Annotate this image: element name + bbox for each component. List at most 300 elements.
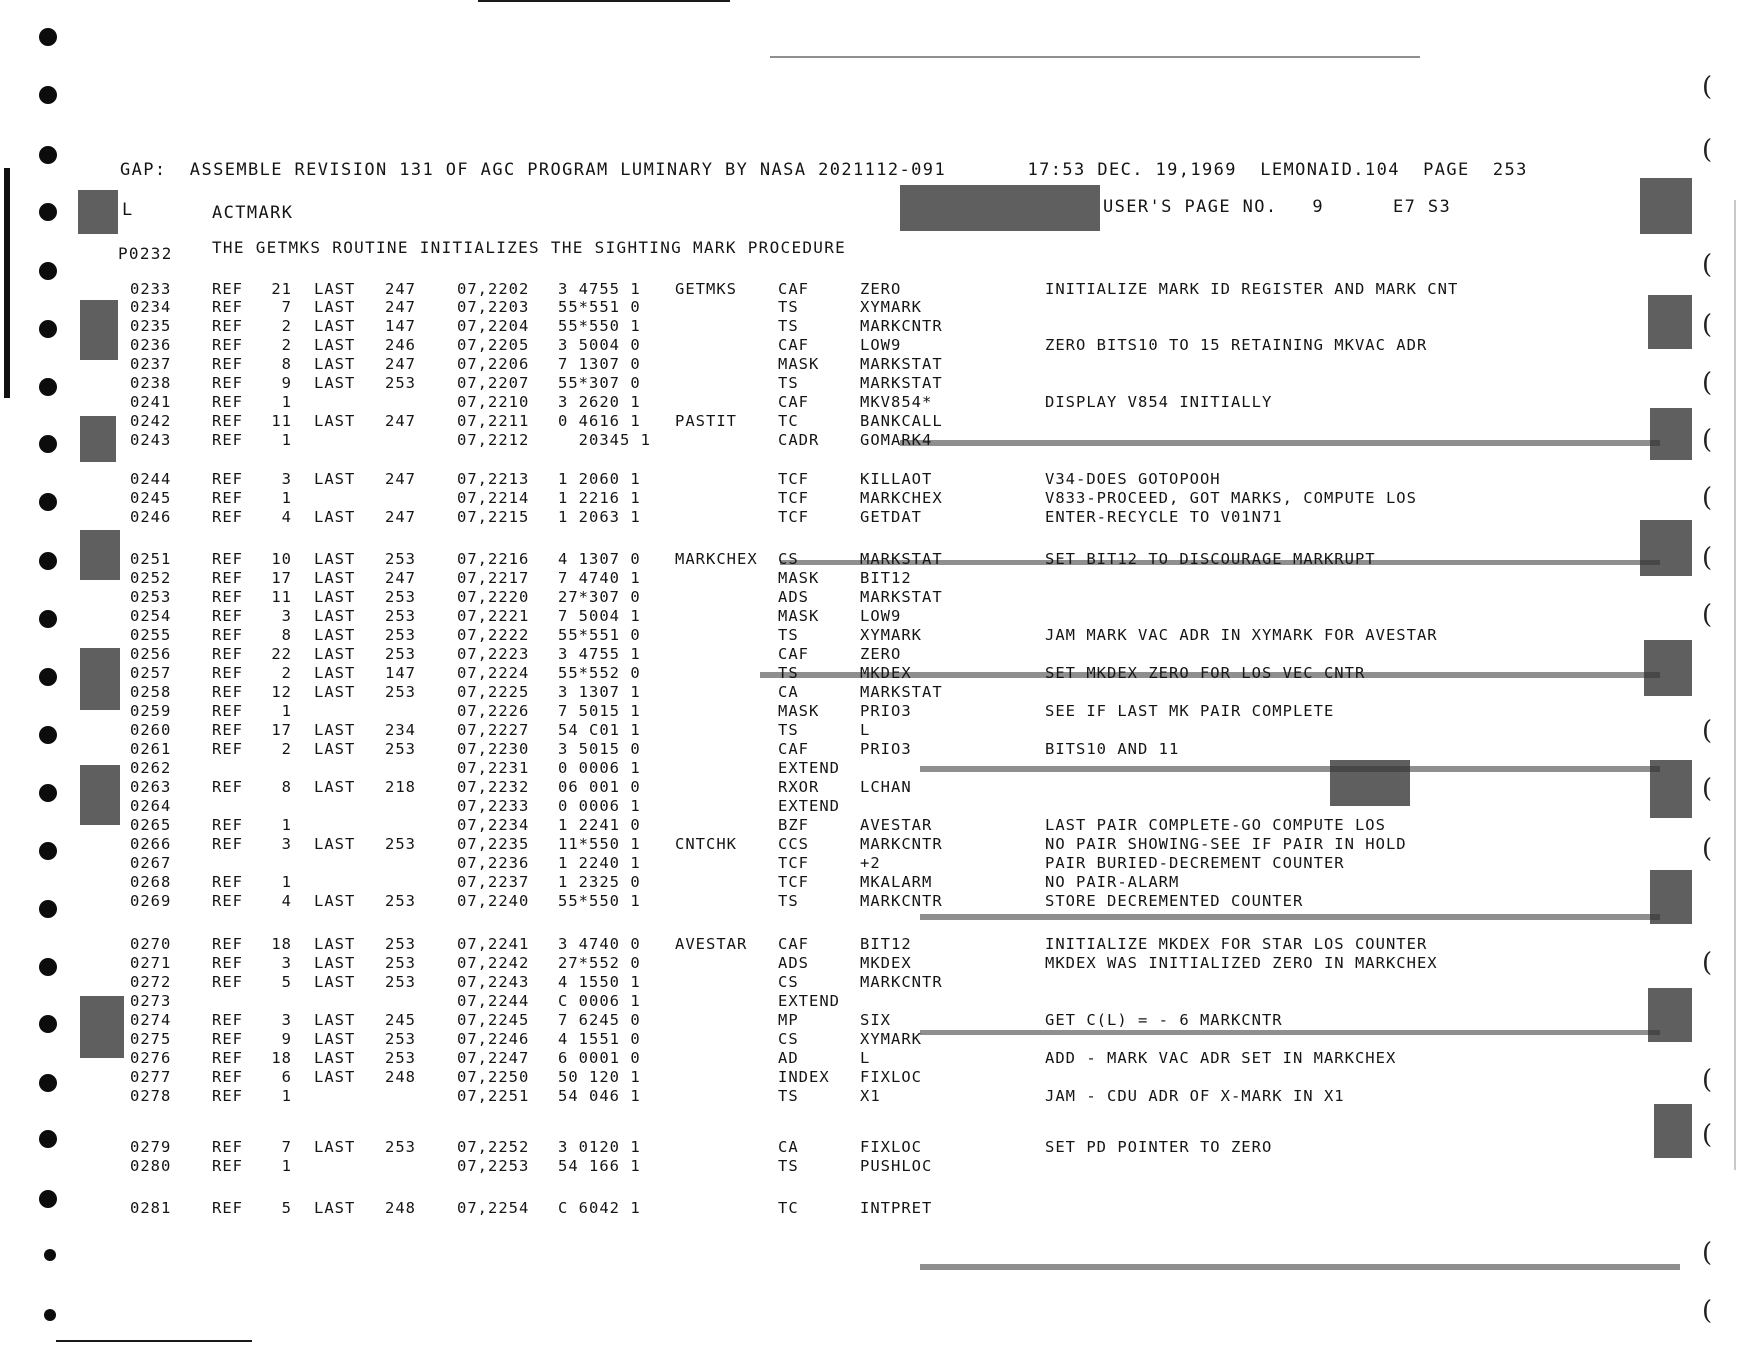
opcode: CS bbox=[778, 1030, 799, 1048]
operand: BANKCALL bbox=[860, 412, 943, 430]
comment: JAM - CDU ADR OF X-MARK IN X1 bbox=[1045, 1087, 1345, 1105]
opcode: TS bbox=[778, 374, 799, 392]
top-rule bbox=[478, 0, 730, 2]
last-page: 253 bbox=[385, 835, 416, 853]
line-number: 0246 bbox=[130, 508, 172, 526]
opcode: EXTEND bbox=[778, 759, 840, 777]
last-page: 253 bbox=[385, 683, 416, 701]
ref-tag: REF bbox=[212, 355, 243, 373]
operand: LCHAN bbox=[860, 778, 912, 796]
object-code: 3 1307 1 bbox=[558, 683, 641, 701]
object-code: 1 2063 1 bbox=[558, 508, 641, 526]
comment: LAST PAIR COMPLETE-GO COMPUTE LOS bbox=[1045, 816, 1386, 834]
object-code: 0 0006 1 bbox=[558, 759, 641, 777]
edge-mark: ( bbox=[1702, 483, 1713, 513]
last-page: 247 bbox=[385, 569, 416, 587]
ref-tag: REF bbox=[212, 1011, 243, 1029]
section-letter: L bbox=[122, 200, 134, 220]
object-code: 3 4755 1 bbox=[558, 280, 641, 298]
listing-line bbox=[0, 588, 1740, 607]
address: 07,2221 bbox=[457, 607, 530, 625]
last-tag: LAST bbox=[314, 550, 356, 568]
operand: LOW9 bbox=[860, 607, 902, 625]
ref-count: 5 bbox=[281, 973, 292, 991]
last-page: 247 bbox=[385, 355, 416, 373]
binder-hole bbox=[39, 28, 57, 46]
opcode: TCF bbox=[778, 489, 809, 507]
opcode: ADS bbox=[778, 588, 809, 606]
object-code: 11*550 1 bbox=[558, 835, 641, 853]
scan-smudge bbox=[1640, 178, 1692, 234]
edge-mark: ( bbox=[1702, 250, 1713, 280]
listing-line bbox=[0, 1068, 1740, 1087]
ref-count: 11 bbox=[271, 412, 292, 430]
operand: MKV854* bbox=[860, 393, 933, 411]
last-tag: LAST bbox=[314, 298, 356, 316]
last-page: 253 bbox=[385, 892, 416, 910]
operand: XYMARK bbox=[860, 298, 922, 316]
address: 07,2223 bbox=[457, 645, 530, 663]
operand: MARKSTAT bbox=[860, 374, 943, 392]
comment: DISPLAY V854 INITIALLY bbox=[1045, 393, 1273, 411]
symbol-label: PASTIT bbox=[675, 412, 737, 430]
address: 07,2241 bbox=[457, 935, 530, 953]
listing-line bbox=[0, 892, 1740, 911]
last-tag: LAST bbox=[314, 412, 356, 430]
ref-tag: REF bbox=[212, 721, 243, 739]
listing-line bbox=[0, 1011, 1740, 1030]
address: 07,2214 bbox=[457, 489, 530, 507]
line-number: 0272 bbox=[130, 973, 172, 991]
listing-line bbox=[0, 280, 1740, 299]
ref-count: 8 bbox=[281, 778, 292, 796]
object-code: 55*551 0 bbox=[558, 298, 641, 316]
ref-tag: REF bbox=[212, 835, 243, 853]
ref-tag: REF bbox=[212, 892, 243, 910]
last-page: 247 bbox=[385, 280, 416, 298]
comment: V833-PROCEED, GOT MARKS, COMPUTE LOS bbox=[1045, 489, 1417, 507]
object-code: 7 5015 1 bbox=[558, 702, 641, 720]
operand: INTPRET bbox=[860, 1199, 933, 1217]
operand: XYMARK bbox=[860, 1030, 922, 1048]
operand: +2 bbox=[860, 854, 881, 872]
ref-tag: REF bbox=[212, 336, 243, 354]
comment: SEE IF LAST MK PAIR COMPLETE bbox=[1045, 702, 1335, 720]
last-tag: LAST bbox=[314, 740, 356, 758]
object-code: 55*307 0 bbox=[558, 374, 641, 392]
opcode: CAF bbox=[778, 336, 809, 354]
last-tag: LAST bbox=[314, 280, 356, 298]
listing-line bbox=[0, 854, 1740, 873]
ref-count: 9 bbox=[281, 1030, 292, 1048]
address: 07,2213 bbox=[457, 470, 530, 488]
listing-line bbox=[0, 702, 1740, 721]
ref-tag: REF bbox=[212, 412, 243, 430]
object-code: 27*552 0 bbox=[558, 954, 641, 972]
last-page: 253 bbox=[385, 588, 416, 606]
binder-hole bbox=[39, 262, 57, 280]
line-number: 0238 bbox=[130, 374, 172, 392]
object-code: 0 0006 1 bbox=[558, 797, 641, 815]
listing-line bbox=[0, 1199, 1740, 1218]
operand: MARKSTAT bbox=[860, 683, 943, 701]
operand: BIT12 bbox=[860, 935, 912, 953]
last-page: 253 bbox=[385, 1049, 416, 1067]
line-number: 0278 bbox=[130, 1087, 172, 1105]
last-tag: LAST bbox=[314, 1138, 356, 1156]
line-number: 0280 bbox=[130, 1157, 172, 1175]
opcode: TCF bbox=[778, 854, 809, 872]
edge-mark: ( bbox=[1702, 1120, 1713, 1150]
operand: BIT12 bbox=[860, 569, 912, 587]
ref-count: 18 bbox=[271, 935, 292, 953]
address: 07,2215 bbox=[457, 508, 530, 526]
ref-tag: REF bbox=[212, 569, 243, 587]
operand: L bbox=[860, 721, 871, 739]
ref-tag: REF bbox=[212, 1068, 243, 1086]
ref-count: 1 bbox=[281, 1157, 292, 1175]
opcode: TCF bbox=[778, 873, 809, 891]
last-page: 253 bbox=[385, 973, 416, 991]
opcode: CAF bbox=[778, 935, 809, 953]
line-number: 0236 bbox=[130, 336, 172, 354]
opcode: CAF bbox=[778, 740, 809, 758]
comment: ADD - MARK VAC ADR SET IN MARKCHEX bbox=[1045, 1049, 1397, 1067]
last-page: 253 bbox=[385, 645, 416, 663]
last-tag: LAST bbox=[314, 607, 356, 625]
opcode: MASK bbox=[778, 702, 820, 720]
object-code: 4 1307 0 bbox=[558, 550, 641, 568]
listing-line bbox=[0, 355, 1740, 374]
line-number: 0242 bbox=[130, 412, 172, 430]
object-code: 1 2216 1 bbox=[558, 489, 641, 507]
opcode: INDEX bbox=[778, 1068, 830, 1086]
ref-tag: REF bbox=[212, 489, 243, 507]
ref-tag: REF bbox=[212, 645, 243, 663]
address: 07,2205 bbox=[457, 336, 530, 354]
listing-line bbox=[0, 607, 1740, 626]
comment: BITS10 AND 11 bbox=[1045, 740, 1180, 758]
line-number: 0244 bbox=[130, 470, 172, 488]
comment: SET PD POINTER TO ZERO bbox=[1045, 1138, 1273, 1156]
opcode: TS bbox=[778, 721, 799, 739]
address: 07,2236 bbox=[457, 854, 530, 872]
line-number: 0252 bbox=[130, 569, 172, 587]
line-number: 0260 bbox=[130, 721, 172, 739]
object-code: 27*307 0 bbox=[558, 588, 641, 606]
ref-count: 5 bbox=[281, 1199, 292, 1217]
ref-count: 6 bbox=[281, 1068, 292, 1086]
ref-tag: REF bbox=[212, 1157, 243, 1175]
object-code: 3 0120 1 bbox=[558, 1138, 641, 1156]
address: 07,2217 bbox=[457, 569, 530, 587]
address: 07,2232 bbox=[457, 778, 530, 796]
object-code: 06 001 0 bbox=[558, 778, 641, 796]
listing-line bbox=[0, 336, 1740, 355]
operand: L bbox=[860, 1049, 871, 1067]
object-code: 1 2241 0 bbox=[558, 816, 641, 834]
address: 07,2246 bbox=[457, 1030, 530, 1048]
last-tag: LAST bbox=[314, 569, 356, 587]
operand: PUSHLOC bbox=[860, 1157, 933, 1175]
operand: SIX bbox=[860, 1011, 891, 1029]
ref-tag: REF bbox=[212, 1049, 243, 1067]
address: 07,2247 bbox=[457, 1049, 530, 1067]
ref-count: 7 bbox=[281, 298, 292, 316]
edge-mark: ( bbox=[1702, 600, 1713, 630]
comment-card-number: P0232 bbox=[118, 244, 173, 263]
listing-line bbox=[0, 759, 1740, 778]
line-number: 0241 bbox=[130, 393, 172, 411]
edge-mark: ( bbox=[1702, 716, 1713, 746]
line-number: 0281 bbox=[130, 1199, 172, 1217]
object-code: 1 2060 1 bbox=[558, 470, 641, 488]
object-code: 54 046 1 bbox=[558, 1087, 641, 1105]
line-number: 0253 bbox=[130, 588, 172, 606]
line-number: 0251 bbox=[130, 550, 172, 568]
listing-line bbox=[0, 935, 1740, 954]
object-code: 55*550 1 bbox=[558, 892, 641, 910]
edge-mark: ( bbox=[1702, 834, 1713, 864]
address: 07,2211 bbox=[457, 412, 530, 430]
opcode: EXTEND bbox=[778, 992, 840, 1010]
object-code: 3 5004 0 bbox=[558, 336, 641, 354]
line-number: 0267 bbox=[130, 854, 172, 872]
ref-tag: REF bbox=[212, 683, 243, 701]
address: 07,2237 bbox=[457, 873, 530, 891]
object-code: 7 4740 1 bbox=[558, 569, 641, 587]
opcode: MP bbox=[778, 1011, 799, 1029]
operand: ZERO bbox=[860, 280, 902, 298]
section-name: ACTMARK bbox=[212, 203, 294, 223]
listing-line bbox=[0, 835, 1740, 854]
operand: FIXLOC bbox=[860, 1068, 922, 1086]
line-number: 0233 bbox=[130, 280, 172, 298]
edge-mark: ( bbox=[1702, 1065, 1713, 1095]
last-tag: LAST bbox=[314, 664, 356, 682]
opcode: CAF bbox=[778, 280, 809, 298]
edge-mark: ( bbox=[1702, 1296, 1713, 1326]
ref-count: 8 bbox=[281, 355, 292, 373]
edge-mark: ( bbox=[1702, 948, 1713, 978]
line-number: 0237 bbox=[130, 355, 172, 373]
line-number: 0255 bbox=[130, 626, 172, 644]
opcode: TS bbox=[778, 626, 799, 644]
last-page: 247 bbox=[385, 508, 416, 526]
scan-smudge bbox=[920, 914, 1660, 920]
comment: JAM MARK VAC ADR IN XYMARK FOR AVESTAR bbox=[1045, 626, 1438, 644]
symbol-label: MARKCHEX bbox=[675, 550, 758, 568]
listing-line bbox=[0, 1157, 1740, 1176]
address: 07,2226 bbox=[457, 702, 530, 720]
last-page: 247 bbox=[385, 412, 416, 430]
line-number: 0262 bbox=[130, 759, 172, 777]
listing-line bbox=[0, 778, 1740, 797]
address: 07,2225 bbox=[457, 683, 530, 701]
ref-tag: REF bbox=[212, 550, 243, 568]
comment: SET BIT12 TO DISCOURAGE MARKRUPT bbox=[1045, 550, 1376, 568]
line-number: 0256 bbox=[130, 645, 172, 663]
ref-count: 2 bbox=[281, 317, 292, 335]
opcode: BZF bbox=[778, 816, 809, 834]
opcode: CS bbox=[778, 550, 799, 568]
address: 07,2240 bbox=[457, 892, 530, 910]
ref-count: 1 bbox=[281, 393, 292, 411]
object-code: 7 5004 1 bbox=[558, 607, 641, 625]
last-page: 253 bbox=[385, 954, 416, 972]
object-code: C 0006 1 bbox=[558, 992, 641, 1010]
comment: INITIALIZE MKDEX FOR STAR LOS COUNTER bbox=[1045, 935, 1428, 953]
ref-count: 1 bbox=[281, 431, 292, 449]
ref-count: 4 bbox=[281, 508, 292, 526]
line-number: 0276 bbox=[130, 1049, 172, 1067]
listing-line bbox=[0, 470, 1740, 489]
last-tag: LAST bbox=[314, 935, 356, 953]
listing-line bbox=[0, 683, 1740, 702]
ref-tag: REF bbox=[212, 317, 243, 335]
object-code: 55*550 1 bbox=[558, 317, 641, 335]
object-code: 3 2620 1 bbox=[558, 393, 641, 411]
line-number: 0266 bbox=[130, 835, 172, 853]
opcode: TCF bbox=[778, 508, 809, 526]
ref-count: 3 bbox=[281, 607, 292, 625]
listing-line bbox=[0, 550, 1740, 569]
opcode: ADS bbox=[778, 954, 809, 972]
listing-line bbox=[0, 1138, 1740, 1157]
ref-count: 2 bbox=[281, 740, 292, 758]
comment: STORE DECREMENTED COUNTER bbox=[1045, 892, 1304, 910]
assembly-banner: GAP: ASSEMBLE REVISION 131 OF AGC PROGRAM LUMINARY BY NASA 2021112-091 17:53 DEC. 19,1969 LEMONAID.104 PAGE 253 bbox=[120, 160, 1528, 180]
last-tag: LAST bbox=[314, 588, 356, 606]
scan-smudge bbox=[770, 56, 1420, 58]
opcode: CA bbox=[778, 1138, 799, 1156]
opcode: TC bbox=[778, 1199, 799, 1217]
address: 07,2245 bbox=[457, 1011, 530, 1029]
last-page: 253 bbox=[385, 374, 416, 392]
opcode: MASK bbox=[778, 607, 820, 625]
address: 07,2253 bbox=[457, 1157, 530, 1175]
listing-line bbox=[0, 664, 1740, 683]
ref-count: 17 bbox=[271, 721, 292, 739]
ref-count: 1 bbox=[281, 702, 292, 720]
line-number: 0271 bbox=[130, 954, 172, 972]
last-page: 247 bbox=[385, 298, 416, 316]
last-tag: LAST bbox=[314, 508, 356, 526]
line-number: 0243 bbox=[130, 431, 172, 449]
operand: GETDAT bbox=[860, 508, 922, 526]
edge-mark: ( bbox=[1702, 774, 1713, 804]
last-page: 147 bbox=[385, 317, 416, 335]
ref-count: 17 bbox=[271, 569, 292, 587]
symbol-label: AVESTAR bbox=[675, 935, 748, 953]
symbol-label: GETMKS bbox=[675, 280, 737, 298]
address: 07,2207 bbox=[457, 374, 530, 392]
address: 07,2234 bbox=[457, 816, 530, 834]
ref-count: 3 bbox=[281, 954, 292, 972]
ref-count: 9 bbox=[281, 374, 292, 392]
address: 07,2220 bbox=[457, 588, 530, 606]
opcode: TS bbox=[778, 892, 799, 910]
binder-hole bbox=[44, 1249, 56, 1261]
binder-hole bbox=[39, 203, 57, 221]
line-number: 0274 bbox=[130, 1011, 172, 1029]
object-code: 50 120 1 bbox=[558, 1068, 641, 1086]
ref-tag: REF bbox=[212, 626, 243, 644]
listing-line bbox=[0, 873, 1740, 892]
last-page: 253 bbox=[385, 740, 416, 758]
ref-tag: REF bbox=[212, 664, 243, 682]
object-code: 3 5015 0 bbox=[558, 740, 641, 758]
operand: MARKSTAT bbox=[860, 355, 943, 373]
address: 07,2254 bbox=[457, 1199, 530, 1217]
line-number: 0273 bbox=[130, 992, 172, 1010]
last-page: 253 bbox=[385, 935, 416, 953]
opcode: CADR bbox=[778, 431, 820, 449]
ref-tag: REF bbox=[212, 1087, 243, 1105]
opcode: TC bbox=[778, 412, 799, 430]
last-tag: LAST bbox=[314, 954, 356, 972]
ref-tag: REF bbox=[212, 778, 243, 796]
binder-hole bbox=[39, 146, 57, 164]
object-code: 54 166 1 bbox=[558, 1157, 641, 1175]
listing-line bbox=[0, 569, 1740, 588]
address: 07,2216 bbox=[457, 550, 530, 568]
ref-tag: REF bbox=[212, 1138, 243, 1156]
last-page: 253 bbox=[385, 550, 416, 568]
last-tag: LAST bbox=[314, 1068, 356, 1086]
address: 07,2250 bbox=[457, 1068, 530, 1086]
binder-hole bbox=[44, 1309, 56, 1321]
last-tag: LAST bbox=[314, 470, 356, 488]
ref-tag: REF bbox=[212, 973, 243, 991]
ref-count: 8 bbox=[281, 626, 292, 644]
ref-count: 10 bbox=[271, 550, 292, 568]
ref-count: 18 bbox=[271, 1049, 292, 1067]
object-code: 4 1551 0 bbox=[558, 1030, 641, 1048]
line-number: 0254 bbox=[130, 607, 172, 625]
ref-tag: REF bbox=[212, 702, 243, 720]
opcode: CCS bbox=[778, 835, 809, 853]
comment: NO PAIR-ALARM bbox=[1045, 873, 1180, 891]
listing-line bbox=[0, 1049, 1740, 1068]
last-page: 248 bbox=[385, 1199, 416, 1217]
operand: KILLAOT bbox=[860, 470, 933, 488]
ref-tag: REF bbox=[212, 298, 243, 316]
operand: X1 bbox=[860, 1087, 881, 1105]
operand: MARKCNTR bbox=[860, 317, 943, 335]
operand: XYMARK bbox=[860, 626, 922, 644]
address: 07,2242 bbox=[457, 954, 530, 972]
listing-line bbox=[0, 298, 1740, 317]
line-number: 0263 bbox=[130, 778, 172, 796]
operand: MARKCHEX bbox=[860, 489, 943, 507]
address: 07,2224 bbox=[457, 664, 530, 682]
edge-mark: ( bbox=[1702, 135, 1713, 165]
comment: V34-DOES GOTOPOOH bbox=[1045, 470, 1221, 488]
opcode: CA bbox=[778, 683, 799, 701]
opcode: AD bbox=[778, 1049, 799, 1067]
address: 07,2231 bbox=[457, 759, 530, 777]
ref-count: 22 bbox=[271, 645, 292, 663]
operand: GOMARK4 bbox=[860, 431, 933, 449]
ref-count: 7 bbox=[281, 1138, 292, 1156]
line-number: 0245 bbox=[130, 489, 172, 507]
ref-tag: REF bbox=[212, 588, 243, 606]
last-tag: LAST bbox=[314, 645, 356, 663]
opcode: CS bbox=[778, 973, 799, 991]
opcode: TS bbox=[778, 317, 799, 335]
opcode: EXTEND bbox=[778, 797, 840, 815]
